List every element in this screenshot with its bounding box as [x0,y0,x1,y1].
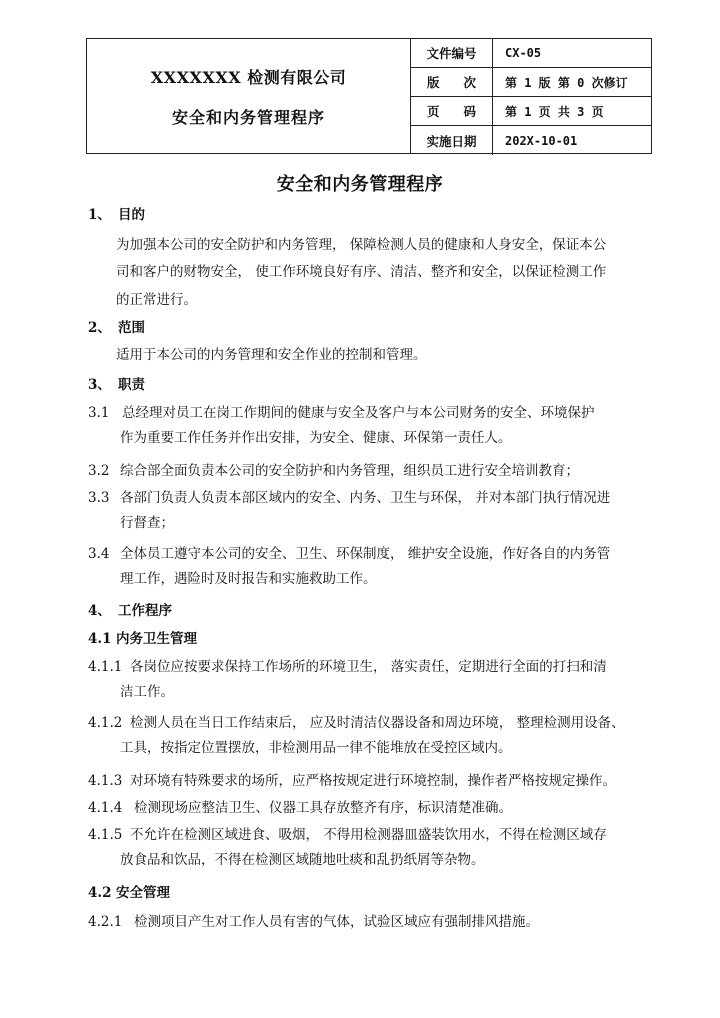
list-item [88,772,616,790]
header-table [86,38,652,154]
section-number: 1、 [88,207,111,223]
section-heading-procedure [88,602,172,620]
item-continuation: 放食品和饮品，不得在检测区域随地吐痰和乱扔纸屑等杂物。 [120,852,485,868]
item-continuation: 工具，按指定位置摆放，非检测用品一律不能堆放在受控区域内。 [120,740,512,756]
item-text: 检测人员在当日工作结束后， 应及时清洁仪器设备和周边环境， 整理检测用设备、 [130,715,625,731]
item-text: 总经理对员工在岗工作期间的健康与安全及客户与本公司财务的安全、环境保护 [122,405,595,421]
item-text: 不允许在检测区域进食、吸烟， 不得用检测器皿盛装饮用水，不得在检测区域存 [130,827,607,843]
list-item [88,462,579,480]
list-item [88,799,512,817]
item-number: 3.3 [88,490,110,506]
item-text: 各部门负责人负责本部区域内的安全、内务、卫生与环保， 并对本部门执行情况进 [120,490,611,506]
item-continuation: 行督查； [120,515,174,531]
header-row-page [411,97,651,126]
subsection-heading-housekeeping [88,630,197,648]
item-text: 检测现场应整洁卫生、仪器工具存放整齐有序，标识清楚准确。 [134,800,512,816]
header-row-doc-number [411,39,651,68]
label-text-a: 页 [427,104,440,119]
value-page: 第 1 页 共 3 页 [505,104,604,119]
label-doc-number [411,39,493,67]
paragraph-line: 司和客户的财物安全， 使工作环境良好有序、清洁、整齐和安全，以保证检测工作 [116,264,607,280]
item-continuation: 理工作，遇险时及时报告和实施救助工作。 [120,571,377,587]
section-heading-responsibilities [88,376,145,394]
header-meta [411,39,651,153]
section-heading-purpose [88,206,145,224]
paragraph-line: 的正常进行。 [116,292,197,308]
header-row-version [411,68,651,97]
paragraph-line: 为加强本公司的安全防护和内务管理， 保障检测人员的健康和人身安全，保证本公 [116,237,607,253]
item-number: 4.1.5 [88,827,123,843]
item-text: 对环境有特殊要求的场所，应严格按规定进行环境控制，操作者严格按规定操作。 [130,773,616,789]
item-text: 全体员工遵守本公司的安全、卫生、环保制度， 维护安全设施，作好各自的内务管 [120,546,611,562]
list-item [88,489,610,507]
section-title: 目的 [118,207,145,223]
item-text: 综合部全面负责本公司的安全防护和内务管理，组织员工进行安全培训教育； [120,463,579,479]
item-continuation: 作为重要工作任务并作出安排，为安全、健康、环保第一责任人。 [120,430,512,446]
item-number: 4.1.3 [88,773,123,789]
item-number: 3.4 [88,546,110,562]
list-item [88,826,607,844]
label-text-a: 版 [427,75,440,90]
list-item [88,714,625,732]
subsection-number: 4.2 [88,885,112,901]
item-text: 各岗位应按要求保持工作场所的环境卫生， 落实责任，定期进行全面的打扫和清 [130,659,607,675]
document-title: 安全和内务管理程序 [276,174,444,195]
label-text: 实施日期 [426,133,477,149]
item-number: 4.2.1 [88,914,123,930]
paragraph-line: 适用于本公司的内务管理和安全作业的控制和管理。 [116,347,427,363]
subsection-title: 安全管理 [116,885,170,901]
header-left-cell [87,39,411,153]
label-text: 文件编号 [426,46,477,61]
label-text-b: 码 [463,104,476,119]
section-number: 3、 [88,377,111,393]
item-number: 3.2 [88,463,110,479]
list-item [88,913,539,931]
company-name: XXXXXXX 检测有限公司 [150,68,347,87]
item-number: 3.1 [88,405,110,421]
item-number: 4.1.4 [88,800,123,816]
label-text-b: 次 [463,75,476,90]
header-row-effective-date [411,126,651,155]
item-number: 4.1.1 [88,659,123,675]
item-text: 检测项目产生对工作人员有害的气体，试验区域应有强制排风措施。 [134,914,539,930]
section-number: 4、 [88,603,111,619]
subsection-number: 4.1 [88,631,112,647]
list-item [88,404,595,422]
subsection-title: 内务卫生管理 [116,631,197,647]
item-continuation: 洁工作。 [120,684,174,700]
value-version: 第 1 版 第 0 次修订 [505,75,628,90]
list-item [88,545,610,563]
label-page [411,97,493,125]
value-doc-number: CX-05 [505,46,542,60]
section-title: 工作程序 [118,603,172,619]
value-effective-date: 202X-10-01 [505,133,578,148]
subsection-heading-safety [88,884,170,902]
header-doc-title: 安全和内务管理程序 [171,108,325,127]
section-heading-scope [88,319,145,337]
section-title: 职责 [118,377,145,393]
label-version [411,68,493,96]
section-title: 范围 [118,320,145,336]
item-number: 4.1.2 [88,715,123,731]
section-number: 2、 [88,320,111,336]
list-item [88,658,607,676]
label-effective-date [411,126,493,155]
